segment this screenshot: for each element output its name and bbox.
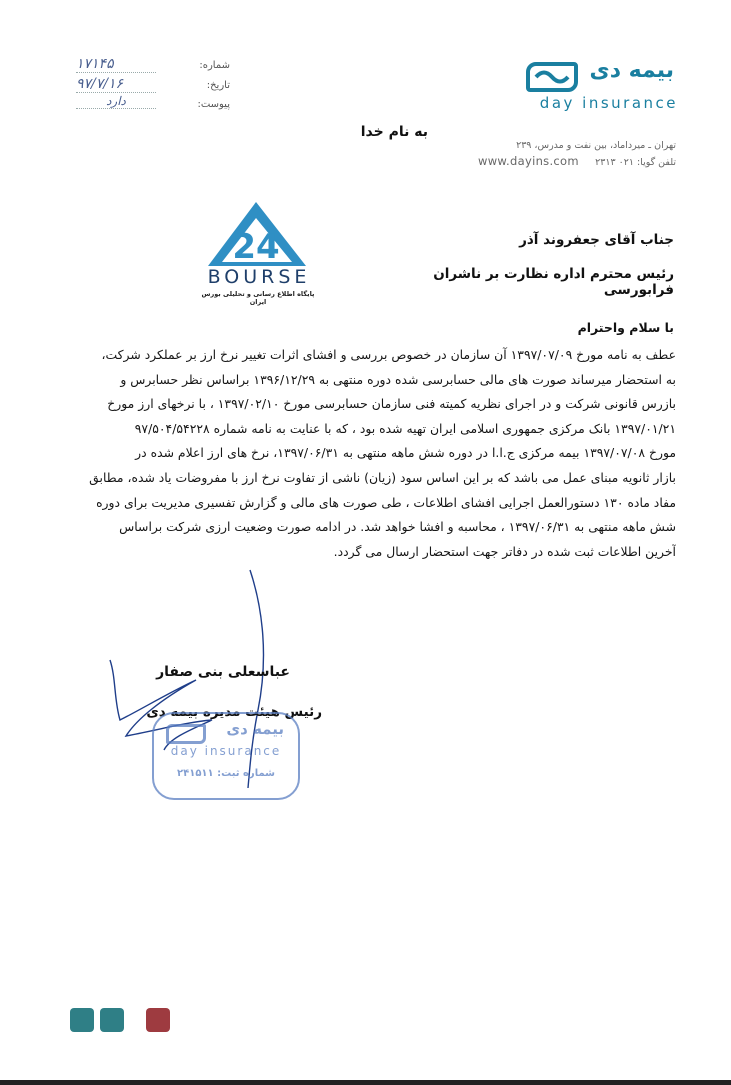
date-value: ۹۷/۷/۱۶ xyxy=(76,76,156,93)
brand-logo xyxy=(524,58,676,118)
attachment-value: دارد xyxy=(76,94,156,109)
brand-phone xyxy=(580,157,676,168)
footer-square-1 xyxy=(70,1008,94,1032)
page-bottom-edge xyxy=(0,1080,731,1085)
brand-name-fa: بیمه دی xyxy=(589,58,674,83)
body-line: شش ماهه منتهی به ۱۳۹۷/۰۶/۳۱ ، محاسبه و افشا خواهد شد. در ادامه صورت وضعیت ارزی شرکت براساس xyxy=(119,519,676,535)
body-line: عطف به نامه مورخ ۱۳۹۷/۰۷/۰۹ آن سازمان در خصوص بررسی و افشای اثرات تغییر نرخ ارز بر عملکرد شرکت، xyxy=(101,347,676,362)
body-line: ۱۳۹۷/۰۱/۲۱ بانک مرکزی جمهوری اسلامی ایران تهیه شده بود ، که با عنایت به نامه شماره ۹۷/۵۰۴/۵۴۲۲۸ xyxy=(134,420,676,436)
body-line: بازرس قانونی شرکت و در اجرای نظریه کمیته فنی سازمان حسابرسی مورخ ۱۳۹۷/۰۲/۱۰ ، با نرخهای ارز مورخ xyxy=(107,396,676,412)
body-line: مفاد ماده ۱۳۰ دستورالعمل اجرایی افشای اطلاعات ، طی صورت های مالی و گزارش تفسیری مدیریت برای دوره xyxy=(96,494,676,510)
body-line: به استحضار میرساند صورت های مالی حسابرسی شده دوره منتهی به ۱۳۹۶/۱۲/۲۹ براساس نظر حسابرس و xyxy=(120,371,676,387)
footer-square-3 xyxy=(146,1008,170,1032)
bismillah: به نام خدا xyxy=(360,124,428,140)
letter-meta xyxy=(70,56,230,112)
brand-mark-icon xyxy=(526,62,578,92)
stamp-reg-number: ۲۴۱۵۱۱ xyxy=(177,768,214,779)
greeting: با سلام واحترام xyxy=(577,320,674,335)
phone-label: تلفن گویا: xyxy=(636,157,676,168)
bourse-watermark xyxy=(194,200,324,304)
body-line: آخرین اطلاعات ثبت شده در دفاتر جهت استحضار ارسال می گردد. xyxy=(333,543,676,559)
body-line: بازار ثانویه مبنای عمل می باشد که بر این اساس سود (زیان) ناشی از تفاوت نرخ ارز با مفروضات یاد شده، مطابق xyxy=(89,469,676,485)
letter-body xyxy=(60,343,676,564)
stamp-brand-fa: بیمه دی xyxy=(226,720,284,738)
brand-name-en: day insurance xyxy=(539,94,678,112)
number-label: شماره: xyxy=(199,60,230,71)
stamp-registration xyxy=(162,768,290,779)
company-stamp xyxy=(152,712,300,800)
recipient-name: جناب آقای جعفروند آذر xyxy=(519,232,674,248)
recipient-title: رئیس محترم اداره نظارت بر ناشران فرابورسی xyxy=(433,266,674,298)
bourse-title: BOURSE xyxy=(207,266,311,288)
stamp-brand-en: day insurance xyxy=(170,744,282,758)
number-value: ۱۷۱۴۵ xyxy=(76,56,156,73)
svg-text:24: 24 xyxy=(232,227,280,267)
body-line: مورخ ۱۳۹۷/۰۷/۰۸ بیمه مرکزی ج.ا.ا در دوره شش ماهه منتهی به ۱۳۹۷/۰۶/۳۱، نرخ های ارز اعلام شده در xyxy=(135,445,676,461)
footer-square-2 xyxy=(100,1008,124,1032)
stamp-mark-icon xyxy=(166,724,206,744)
signer-title: رئیس هیئت مدیره بیمه دی xyxy=(146,704,322,720)
brand-address: تهران ـ میرداماد، بین نفت و مدرس، ۲۳۹ xyxy=(516,140,676,151)
bourse-triangle-icon xyxy=(194,200,324,270)
bourse-subtitle: پایگاه اطلاع رسانی و تحلیلی بورس ایران xyxy=(201,290,315,306)
date-label: تاریخ: xyxy=(206,80,230,91)
brand-website: www.dayins.com xyxy=(478,154,579,168)
attachment-label: پیوست: xyxy=(197,99,230,110)
phone-number: ۰۲۱ ۲۳۱۳ xyxy=(595,157,634,168)
stamp-reg-label: شماره ثبت: xyxy=(217,768,275,779)
signer-name: عباسعلی بنی صفار xyxy=(156,664,290,680)
